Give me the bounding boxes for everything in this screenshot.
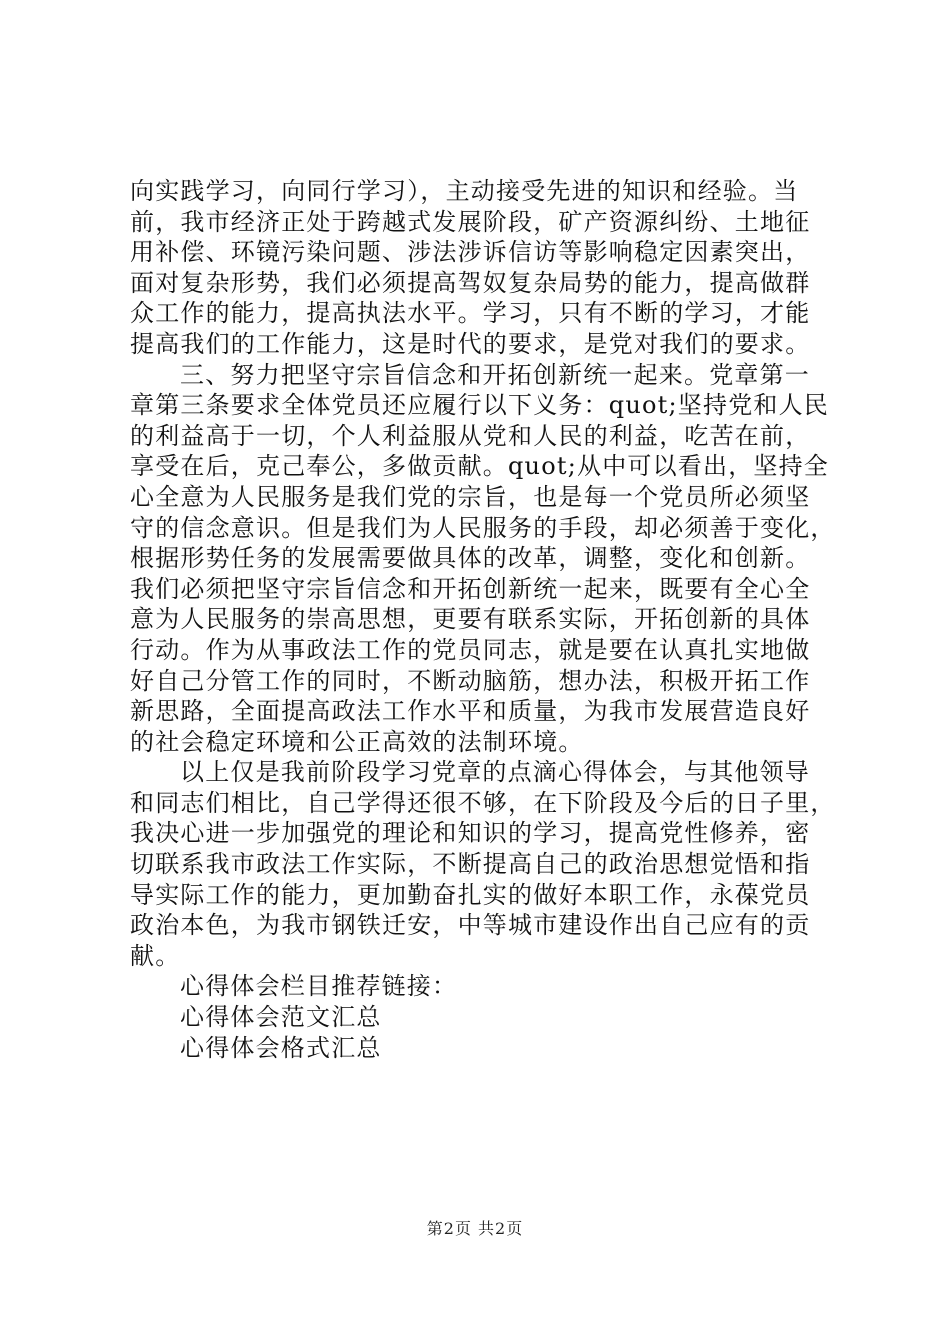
text-line: 众工作的能力，提高执法水平。学习，只有不断的学习，才能 [130,299,811,328]
text-line: 用补偿、环镜污染问题、涉法涉诉信访等影响稳定因素突出， [130,238,811,267]
text-line: 行动。作为从事政法工作的党员同志，就是要在认真扎实地做 [130,635,811,664]
text-line: 切联系我市政法工作实际，不断提高自己的政治思想觉悟和指 [130,850,811,879]
text-line: 的社会稳定环境和公正高效的法制环境。 [130,727,584,756]
text-line: 提高我们的工作能力，这是时代的要求，是党对我们的要求。 [130,329,811,358]
text-line: 享受在后，克己奉公，多做贡献。quot;从中可以看出，坚持全 [130,452,829,481]
text-line: 根据形势任务的发展需要做具体的改革，调整，变化和创新。 [130,544,811,573]
text-line: 心得体会范文汇总 [180,1003,382,1032]
document-body [130,176,836,1063]
text-line: 三、努力把坚守宗旨信念和开拓创新统一起来。党章第一 [180,360,810,389]
text-line: 和同志们相比，自己学得还很不够，在下阶段及今后的日子里， [130,788,836,817]
text-line: 导实际工作的能力，更加勤奋扎实的做好本职工作，永葆党员 [130,880,811,909]
page-footer: 第2页 共2页 [426,1219,524,1238]
text-line: 政治本色，为我市钢铁迁安，中等城市建设作出自己应有的贡 [130,911,811,940]
text-line: 章第三条要求全体党员还应履行以下义务：quot;坚持党和人民 [130,391,829,420]
text-line: 前，我市经济正处于跨越式发展阶段，矿产资源纠纷、土地征 [130,207,811,236]
text-line: 我们必须把坚守宗旨信念和开拓创新统一起来，既要有全心全 [130,574,811,603]
text-line: 意为人民服务的崇高思想，更要有联系实际，开拓创新的具体 [130,605,811,634]
text-line: 以上仅是我前阶段学习党章的点滴心得体会，与其他领导 [180,758,810,787]
text-line: 心得体会栏目推荐链接： [180,972,458,1001]
text-line: 心全意为人民服务是我们党的宗旨，也是每一个党员所必须坚 [130,482,811,511]
text-line: 的利益高于一切，个人利益服从党和人民的利益，吃苦在前， [130,421,811,450]
text-line: 向实践学习，向同行学习），主动接受先进的知识和经验。当 [130,177,799,205]
text-line: 守的信念意识。但是我们为人民服务的手段，却必须善于变化， [130,513,836,542]
text-line: 好自己分管工作的同时，不断动脑筋，想办法，积极开拓工作 [130,666,811,695]
text-line: 我决心进一步加强党的理论和知识的学习，提高党性修养，密 [130,819,811,848]
text-line: 面对复杂形势，我们必须提高驾奴复杂局势的能力，提高做群 [130,268,811,297]
text-line: 新思路，全面提高政法工作水平和质量，为我市发展营造良好 [130,697,811,726]
text-line: 献。 [130,941,181,970]
text-line: 心得体会格式汇总 [180,1033,382,1062]
